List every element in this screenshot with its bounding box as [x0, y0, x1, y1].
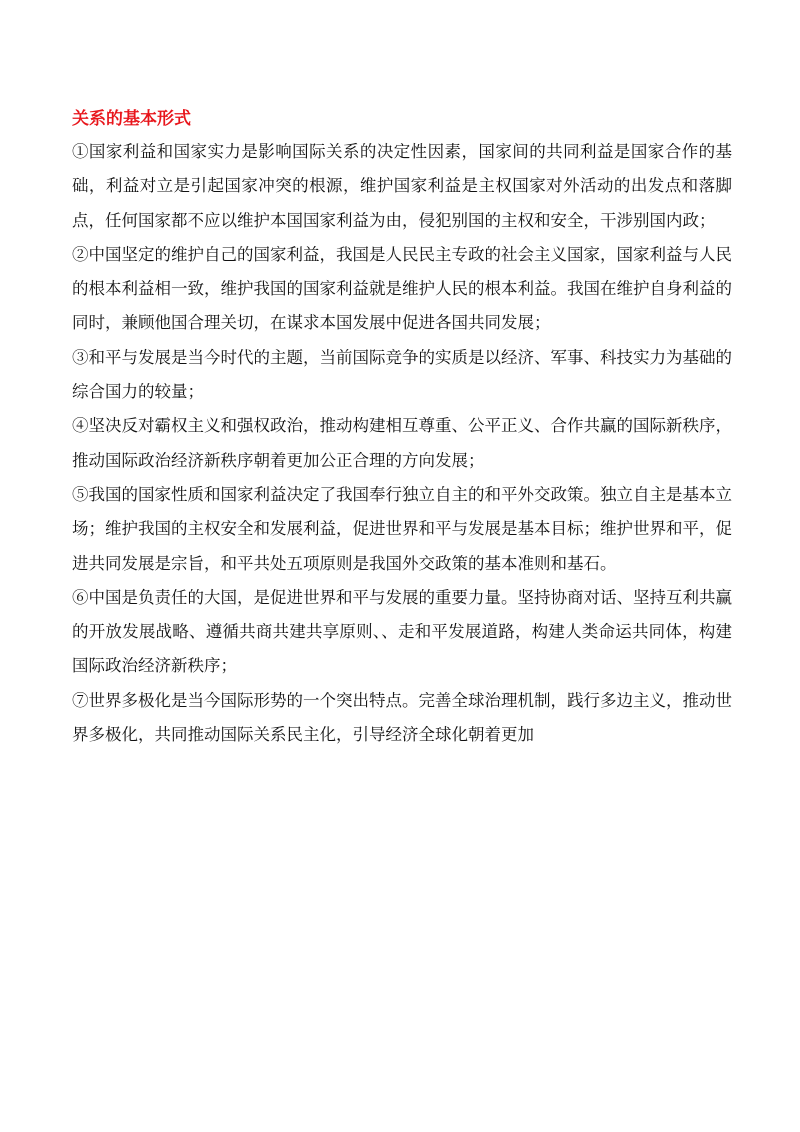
- paragraph-2: ②中国坚定的维护自己的国家利益，我国是人民民主专政的社会主义国家，国家利益与人民的根本利益相一致，维护我国的国家利益就是维护人民的根本利益。我国在维护自身利益的同时，兼顾他国合理关切，在谋求本国发展中促进各国共同发展；: [72, 244, 732, 333]
- section-heading: 关系的基本形式: [72, 109, 191, 129]
- paragraph-6: ⑥中国是负责任的大国，是促进世界和平与发展的重要力量。坚持协商对话、坚持互利共赢的开放发展战略、遵循共商共建共享原则、、走和平发展道路，构建人类命运共同体，构建国际政治经济新秩序；: [72, 587, 732, 676]
- paragraph-4: ④坚决反对霸权主义和强权政治，推动构建相互尊重、公平正义、合作共赢的国际新秩序，推动国际政治经济新秩序朝着更加公正合理的方向发展；: [72, 416, 732, 470]
- paragraph-5: ⑤我国的国家性质和国家利益决定了我国奉行独立自主的和平外交政策。独立自主是基本立场；维护我国的主权安全和发展利益，促进世界和平与发展是基本目标；维护世界和平，促进共同发展是宗旨，和平共处五项原则是我国外交政策的基本准则和基石。: [72, 484, 732, 573]
- paragraph-1: ①国家利益和国家实力是影响国际关系的决定性因素，国家间的共同利益是国家合作的基础，利益对立是引起国家冲突的根源，维护国家利益是主权国家对外活动的出发点和落脚点，任何国家都不应以维护本国国家利益为由，侵犯别国的主权和安全，干涉别国内政；: [72, 142, 732, 230]
- document-body: [72, 103, 732, 752]
- paragraph-7: ⑦世界多极化是当今国际形势的一个突出特点。完善全球治理机制，践行多边主义，推动世界多极化，共同推动国际关系民主化，引导经济全球化朝着更加: [72, 690, 732, 745]
- paragraph-3: ③和平与发展是当今时代的主题，当前国际竞争的实质是以经济、军事、科技实力为基础的综合国力的较量；: [72, 347, 732, 402]
